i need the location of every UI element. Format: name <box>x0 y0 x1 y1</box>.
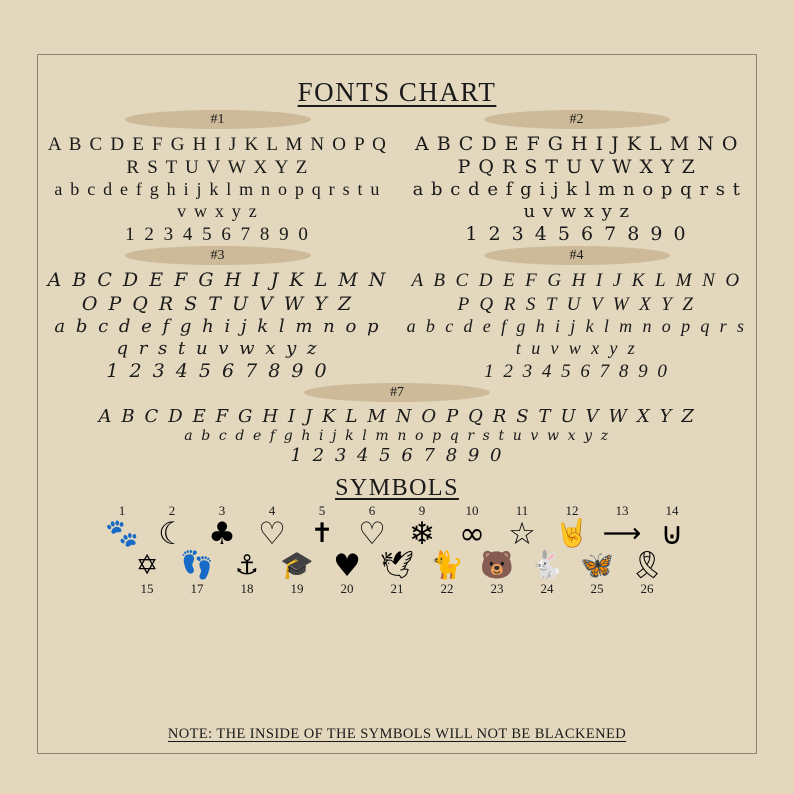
font-lowercase: a b c d e f g i j k l m n o p q r s t u v w x y z <box>412 179 741 223</box>
font-lowercase: a b c d e f g h i j k l m n o p q r s t u v w x y z <box>184 427 610 444</box>
symbol-number: 5 <box>318 502 326 518</box>
symbol-item <box>474 550 520 596</box>
fonts-grid <box>38 110 756 467</box>
rock-on-hand-icon: 🤘 <box>555 517 589 549</box>
bear-icon: 🐻 <box>480 549 514 581</box>
arrow-icon: ⟶ <box>602 517 642 549</box>
font-digits: 1 2 3 4 5 6 7 8 9 0 <box>465 223 688 246</box>
font-uppercase: A B C D E F G H I J K L M N O P Q R S T U V W X Y Z <box>47 134 388 179</box>
symbol-item <box>424 550 470 596</box>
snowflake-icon: ❄ <box>409 515 435 552</box>
heart-outline-icon: ♡ <box>258 515 286 552</box>
font-uppercase: A B C D E F G H I J K L M N O P Q R S T U V W Y Z <box>47 269 388 315</box>
page-title: FONTS CHART <box>297 77 497 107</box>
symbol-item <box>549 504 595 550</box>
symbol-item <box>599 504 645 550</box>
font-badge-label: #3 <box>210 248 225 264</box>
fonts-chart-page <box>37 54 757 754</box>
paw-print-icon: 🐾 <box>105 517 139 549</box>
butterfly-icon: 🦋 <box>580 549 614 581</box>
font-badge-1 <box>125 110 311 129</box>
symbol-item <box>649 504 695 550</box>
symbol-number: 15 <box>140 580 154 596</box>
font-uppercase: A B C D E F G H I J K L M N O P Q R S T U V W X Y Z <box>98 405 696 427</box>
symbol-item <box>374 550 420 596</box>
graduation-cap-icon: 🎓 <box>280 549 314 581</box>
font-uppercase: A B C D E F G H I J K L M N O P Q R S T U V W X Y Z <box>415 133 738 179</box>
font-uppercase: A B C D E F G H I J K L M N O P Q R S T U V W X Y Z <box>411 270 742 315</box>
symbol-item <box>149 504 195 550</box>
crescent-moon-icon: ☾ <box>158 515 186 552</box>
awareness-ribbon-icon: 🎗 <box>629 549 665 581</box>
font-sample-7 <box>38 383 756 467</box>
font-lowercase: a b c d e f g h i j k l m n o p q r s t u v w x y z <box>54 179 381 222</box>
symbols-row-2 <box>38 547 756 596</box>
symbol-number: 17 <box>190 580 204 596</box>
font-lowercase: a b c d e f g h i j k l m n o p q r s t u v w x y z <box>406 315 747 358</box>
symbol-number: 25 <box>590 580 604 596</box>
font-digits: 1 2 3 4 5 6 7 8 9 0 <box>290 444 504 466</box>
symbol-number: 12 <box>565 502 579 518</box>
symbol-number: 13 <box>615 502 629 518</box>
cross-icon: ✝ <box>310 517 334 549</box>
symbols-row-1 <box>38 504 756 550</box>
font-badge-4 <box>484 246 670 265</box>
symbol-number: 23 <box>490 580 504 596</box>
font-digits: 1 2 3 4 5 6 7 8 9 0 <box>484 360 669 382</box>
font-badge-label: #7 <box>390 384 404 400</box>
symbol-item <box>274 550 320 596</box>
four-leaf-clover-icon: ♣ <box>208 515 236 552</box>
symbol-item <box>524 550 570 596</box>
note-text: NOTE: THE INSIDE OF THE SYMBOLS WILL NOT BE BLACKENED <box>167 726 627 742</box>
font-sample-2 <box>397 110 756 246</box>
symbol-item <box>199 504 245 550</box>
font-lowercase: a b c d e f g h i j k l m n o p q r s t u v w x y z <box>54 315 381 359</box>
symbol-number: 10 <box>465 502 479 518</box>
symbol-item <box>124 550 170 596</box>
symbol-number: 4 <box>268 502 276 518</box>
star-outline-icon: ☆ <box>508 515 536 552</box>
symbol-number: 1 <box>118 502 126 518</box>
symbol-item <box>224 550 270 596</box>
symbol-number: 14 <box>665 502 679 518</box>
symbol-item <box>99 504 145 550</box>
symbol-number: 24 <box>540 580 554 596</box>
font-sample-4 <box>397 246 756 382</box>
symbol-item <box>499 504 545 550</box>
font-badge-label: #1 <box>210 112 225 127</box>
symbol-item <box>324 547 370 596</box>
symbol-item <box>624 550 670 596</box>
symbol-number: 18 <box>240 580 254 596</box>
anchor-icon: ⚓ <box>234 549 260 581</box>
font-sample-1 <box>38 110 397 246</box>
symbol-number: 3 <box>218 502 226 518</box>
font-badge-label: #4 <box>569 248 584 264</box>
rabbit-icon: 🐇 <box>530 549 564 581</box>
symbol-number: 20 <box>340 580 354 596</box>
symbol-number: 19 <box>290 580 304 596</box>
symbol-number: 6 <box>368 502 376 518</box>
symbol-item <box>574 550 620 596</box>
symbol-item <box>449 504 495 550</box>
font-badge-3 <box>125 246 311 265</box>
heart-icon: ♥ <box>333 547 361 584</box>
font-badge-2 <box>484 110 670 129</box>
heart-icon: ♡ <box>358 515 386 552</box>
symbol-number: 11 <box>515 502 529 518</box>
horseshoe-icon: ⊍ <box>660 515 684 552</box>
symbol-item <box>299 504 345 550</box>
symbol-number: 21 <box>390 580 404 596</box>
symbol-item <box>349 504 395 550</box>
birds-icon: 🕊 <box>379 549 415 581</box>
symbol-number: 2 <box>168 502 176 518</box>
footprint-icon: 👣 <box>180 549 214 581</box>
symbol-number: 22 <box>440 580 454 596</box>
font-digits: 1 2 3 4 5 6 7 8 9 0 <box>106 359 329 382</box>
symbol-number: 9 <box>418 502 426 518</box>
star-of-david-icon: ✡ <box>135 549 159 581</box>
infinity-icon: ∞ <box>459 515 485 552</box>
symbol-number: 26 <box>640 580 654 596</box>
symbol-item <box>174 550 220 596</box>
font-badge-7 <box>304 383 490 402</box>
symbol-item <box>399 504 445 550</box>
font-digits: 1 2 3 4 5 6 7 8 9 0 <box>125 224 310 246</box>
symbols-title: SYMBOLS <box>335 474 459 501</box>
cat-icon: 🐈 <box>430 549 464 581</box>
font-sample-3 <box>38 246 397 382</box>
symbol-item <box>249 504 295 550</box>
font-badge-label: #2 <box>569 112 584 127</box>
